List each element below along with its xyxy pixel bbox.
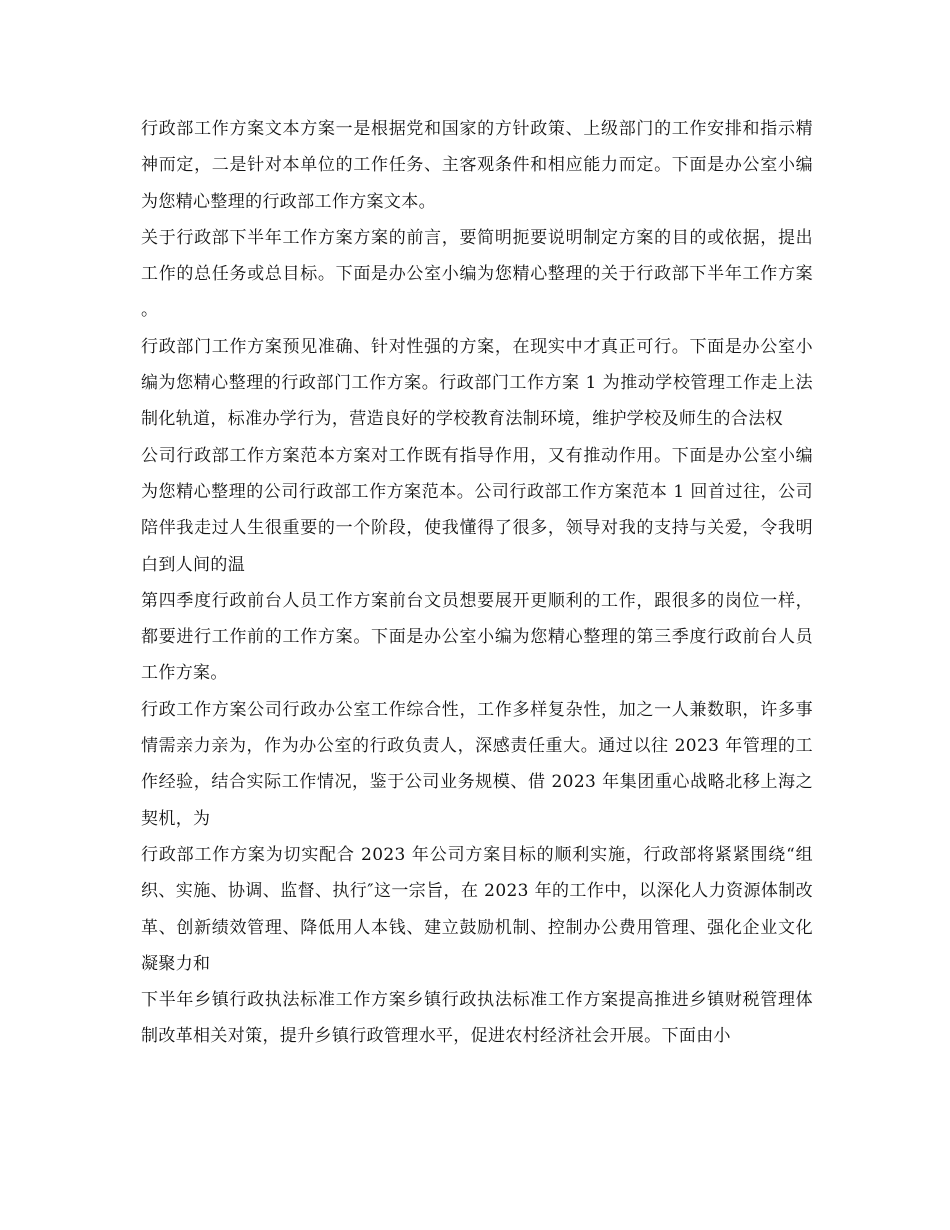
document-body — [141, 111, 813, 1055]
paragraph-3: 行政部门工作方案预见准确、针对性强的方案，在现实中才真正可行。下面是办公室小编为您精心整理的行政部门工作方案。行政部门工作方案 1 为推动学校管理工作走上法制化轨道，标准办学行为，营造良好的学校教育法制环境，维护学校及师生的合法权 — [141, 336, 813, 430]
paragraph-4: 公司行政部工作方案范本方案对工作既有指导作用，又有推动作用。下面是办公室小编为您精心整理的公司行政部工作方案范本。公司行政部工作方案范本 1 回首过往，公司陪伴我走过人生很重要的一个阶段，使我懂得了很多，领导对我的支持与关爱，令我明白到人间的温 — [141, 445, 813, 575]
paragraph-6: 行政工作方案公司行政办公室工作综合性，工作多样复杂性，加之一人兼数职，许多事情需亲力亲为，作为办公室的行政负责人，深感责任重大。通过以往 2023 年管理的工作经验，结合实际工作情况，鉴于公司业务规模、借 2023 年集团重心战略北移上海之契机，为 — [141, 699, 813, 829]
paragraph-7: 行政部工作方案为切实配合 2023 年公司方案目标的顺利实施，行政部将紧紧围绕“组织、实施、协调、监督、执行″这一宗旨，在 2023 年的工作中，以深化人力资源体制改革、创新绩效管理、降低用人本钱、建立鼓励机制、控制办公费用管理、强化企业文化凝聚力和 — [141, 844, 813, 974]
paragraph-8: 下半年乡镇行政执法标准工作方案乡镇行政执法标准工作方案提高推进乡镇财税管理体制改革相关对策，提升乡镇行政管理水平，促进农村经济社会开展。下面由小 — [141, 990, 813, 1047]
paragraph-1: 行政部工作方案文本方案一是根据党和国家的方针政策、上级部门的工作安排和指示精神而定，二是针对本单位的工作任务、主客观条件和相应能力而定。下面是办公室小编为您精心整理的行政部工作方案文本。 — [141, 119, 813, 212]
paragraph-5: 第四季度行政前台人员工作方案前台文员想要展开更顺利的工作，跟很多的岗位一样，都要进行工作前的工作方案。下面是办公室小编为您精心整理的第三季度行政前台人员工作方案。 — [141, 590, 813, 684]
paragraph-2: 关于行政部下半年工作方案方案的前言，要简明扼要说明制定方案的目的或依据，提出工作的总任务或总目标。下面是办公室小编为您精心整理的关于行政部下半年工作方案。 — [141, 227, 813, 321]
